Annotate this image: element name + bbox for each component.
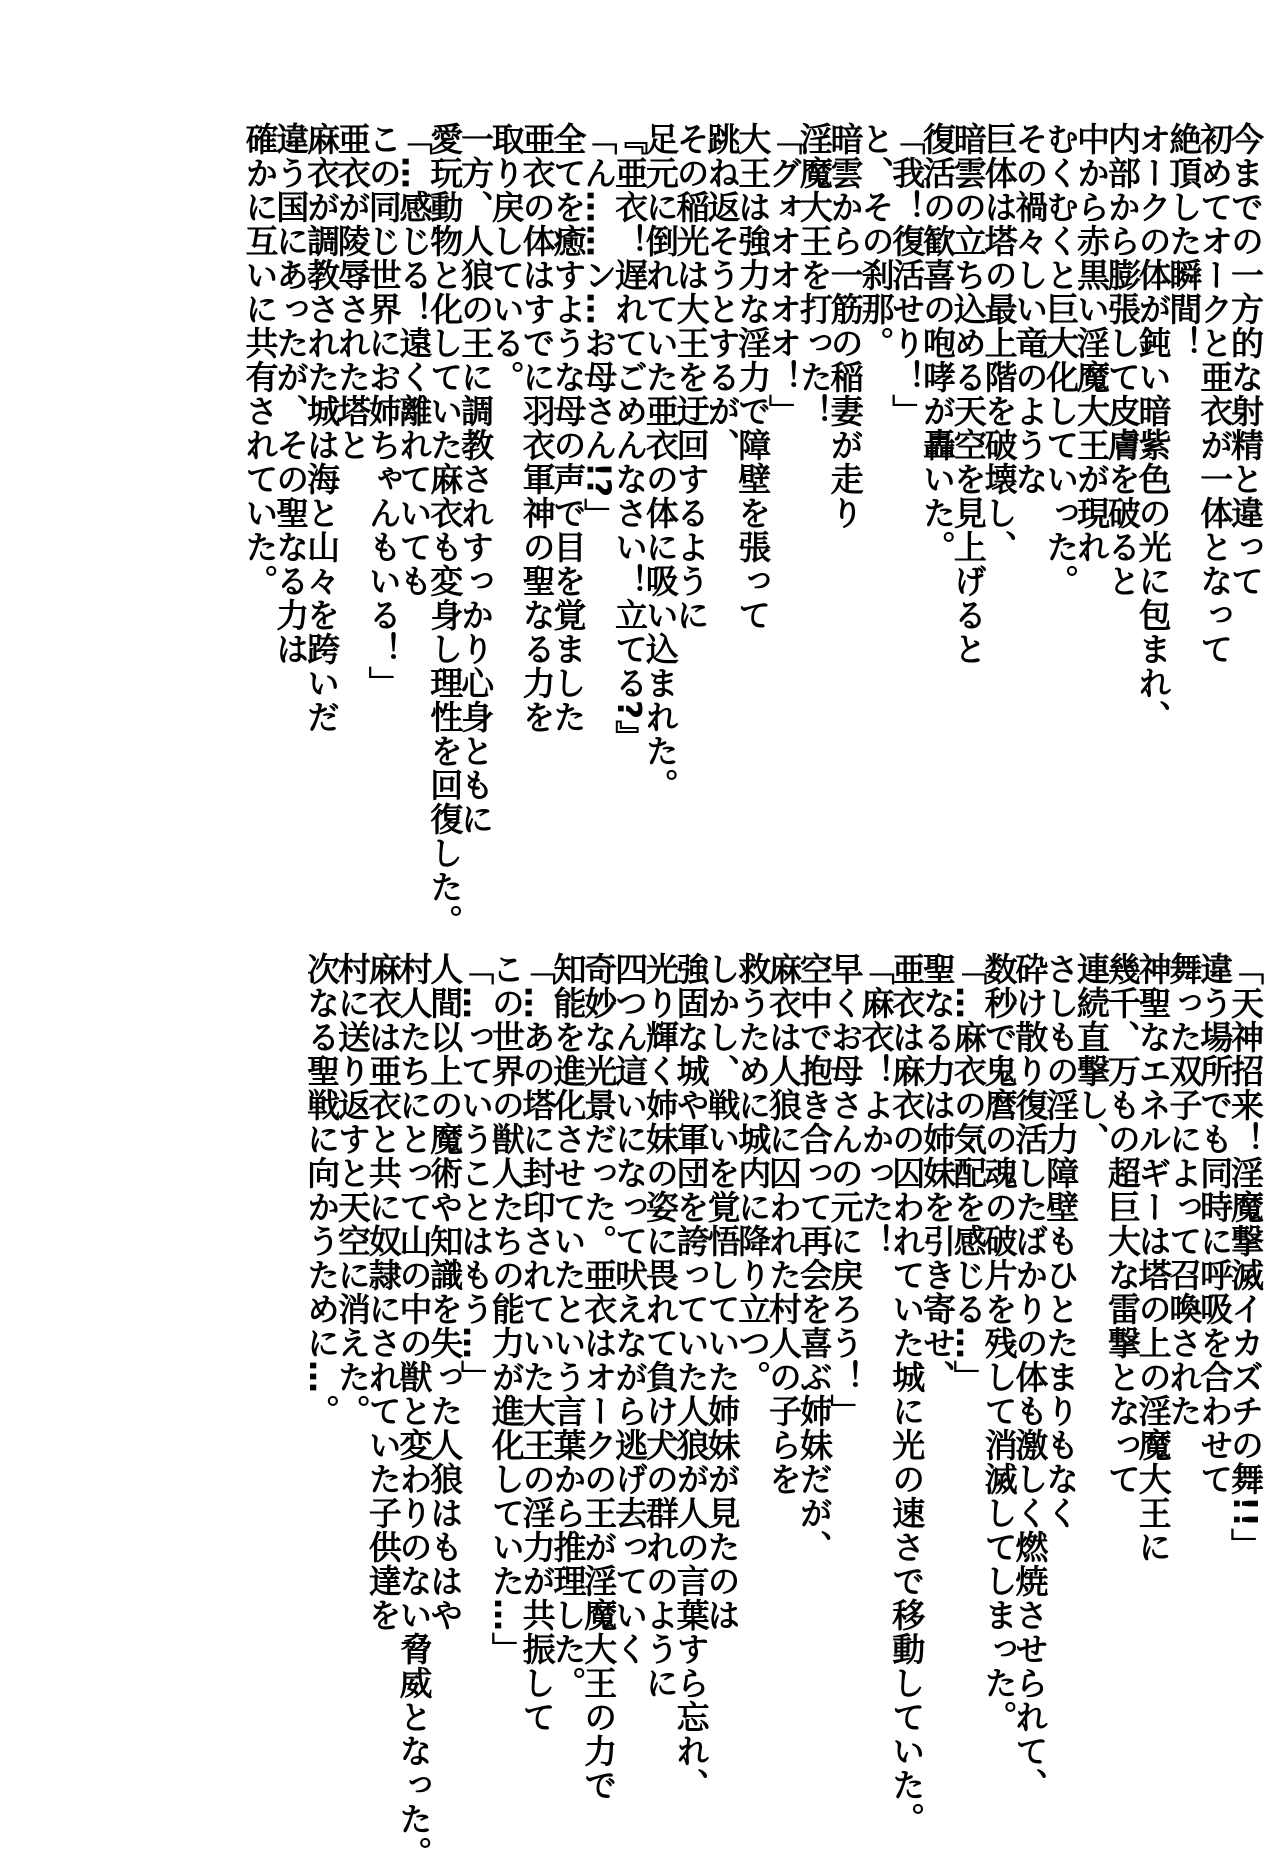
text-column: 空中で抱き合って再会を喜ぶ姉妹だが、 [794, 952, 834, 1564]
text-column: と、その刹那。 [856, 122, 896, 360]
text-column: 今までの一方的な射精と違って [1226, 122, 1265, 598]
text-column: むくむくと巨大化していった。 [1041, 122, 1081, 598]
text-column: 暗雲の立ち込める天空を見上げると [948, 122, 988, 666]
text-column: 違う国にあったが、その聖なる力は [271, 122, 311, 666]
text-column: 初めてオークと亜衣が一体となって [1195, 122, 1235, 666]
text-column: 淫魔大王を打った！ [794, 122, 834, 428]
text-column: 麻衣は亜衣と共に奴隷にされていた子供達を [363, 952, 403, 1632]
text-column: 次なる聖戦に向かうために…。 [302, 952, 342, 1428]
text-column: 「…っていうことはもう…」 [456, 952, 496, 1394]
text-column: 取り戻している。 [486, 122, 526, 394]
text-column: その稲光は大王を迂回するように [671, 122, 711, 632]
text-column: 強固な城や軍団を誇っていた人狼が人の言葉すら忘れ、 [671, 952, 711, 1802]
text-column: オークの体が鈍い暗紫色の光に包まれ、 [1133, 122, 1173, 734]
text-column: 麻衣が調教された城は海と山々を跨いだ [302, 122, 342, 734]
text-column: 「…あの塔に封印されていた大王の淫力が共振して [517, 952, 557, 1734]
text-column: 舞った双子によって召喚された [1164, 952, 1204, 1428]
text-column: 足元に倒れていた亜衣の体に吸い込まれた。 [640, 122, 680, 802]
text-column: 村人たちにとって山の中の獣と変わりのない脅威となった。 [394, 952, 434, 1870]
text-column: 連続直撃し、 [1072, 952, 1112, 1156]
text-column: 麻衣は人狼に囚われた村人の子らを [764, 952, 804, 1496]
text-column: 人間以上の魔術や知識を失った人狼はもはや [425, 952, 465, 1632]
text-column: 大王は強力な淫力で障壁を張って [733, 122, 773, 632]
text-column: 内部から膨張して皮膚を破ると [1102, 122, 1142, 598]
text-column: 「…感じる！遠く離れていても [394, 122, 434, 598]
text-column: 砕け散り復活したばかりの体も激しく燃焼させられて、 [1010, 952, 1050, 1802]
text-column: 亜衣が陵辱された塔と [332, 122, 372, 462]
text-column: 暗雲から一筋の稲妻が走り [825, 122, 865, 530]
text-column: 絶頂した瞬間！ [1164, 122, 1204, 360]
lower-text-block [0, 952, 1280, 1870]
text-column: 一方、人狼の王に調教されすっかり心身ともに [456, 122, 496, 836]
text-column: 「ん……ン…お母さん!?」 [579, 122, 619, 533]
text-column: 亜衣の体はすでに羽衣軍神の聖なる力を [517, 122, 557, 734]
upper-text-block [0, 122, 1280, 938]
text-column: 村に送り返すと天空に消えた。 [332, 952, 372, 1428]
text-column: 「我！復活せり！」 [887, 122, 927, 428]
text-column: この世界の獣人たちの能力が進化していた…」 [486, 952, 526, 1666]
text-column: 「グォオオオオ！」 [764, 122, 804, 428]
text-column: 聖なる力は姉妹を引き寄せ、 [918, 952, 958, 1394]
text-column: 救うために城内に降り立つ。 [733, 952, 773, 1394]
text-column: 全てを癒すような母の声で目を覚ました [548, 122, 588, 734]
text-column: 光り輝く姉妹の姿に畏れて負け犬の群れのように [640, 952, 680, 1700]
text-column: しかし、戦いを覚悟していた姉妹が見たのは [702, 952, 742, 1632]
text-column: 幾千、万もの超巨大な雷撃となって [1102, 952, 1142, 1496]
text-column: 愛玩動物と化していた麻衣も変身し理性を回復した。 [425, 122, 465, 938]
text-column: 跳ね返そうとするが、 [702, 122, 742, 462]
text-column: 『亜衣！遅れてごめんなさい！立てる?』 [610, 122, 650, 755]
text-column: この同じ世界にお姉ちゃんもいる！」 [363, 122, 403, 700]
text-column: 知能を進化させていたという言葉から推理した。 [548, 952, 588, 1700]
text-column: 「天神招来！淫魔撃滅イカズチの舞!!」 [1226, 952, 1265, 1563]
text-column: 違う場所でも同時に呼吸を合わせて [1195, 952, 1235, 1496]
text-column: 早くお母さんの元に戻ろう！」 [825, 952, 865, 1428]
text-column: 確かに互いに共有されていた。 [240, 122, 280, 598]
text-column: 数秒で鬼麿の魂の破片を残して消滅してしまった。 [979, 952, 1019, 1734]
text-column: さしもの淫力障壁もひとたまりもなく [1041, 952, 1081, 1530]
text-column: 奇妙な光景だった。亜衣はオークの王が淫魔大王の力で [579, 952, 619, 1802]
text-column: 「麻衣！よかった！ [856, 952, 896, 1258]
text-column: その禍々しい竜のような [1010, 122, 1050, 496]
text-column: 復活の歓喜の咆哮が轟いた。 [918, 122, 958, 564]
text-column: 神聖なエネルギーは塔の上の淫魔大王に [1133, 952, 1173, 1564]
text-column: 亜衣は麻衣の囚われていた城に光の速さで移動していた。 [887, 952, 927, 1836]
text-column: 四つん這いになって吠えながら逃げ去っていく [610, 952, 650, 1666]
text-column: 巨体は塔の最上階を破壊し、 [979, 122, 1019, 564]
text-column: 中から赤黒い淫魔大王が現れ [1072, 122, 1112, 564]
text-column: 「…麻衣の気配を感じる…」 [948, 952, 988, 1394]
